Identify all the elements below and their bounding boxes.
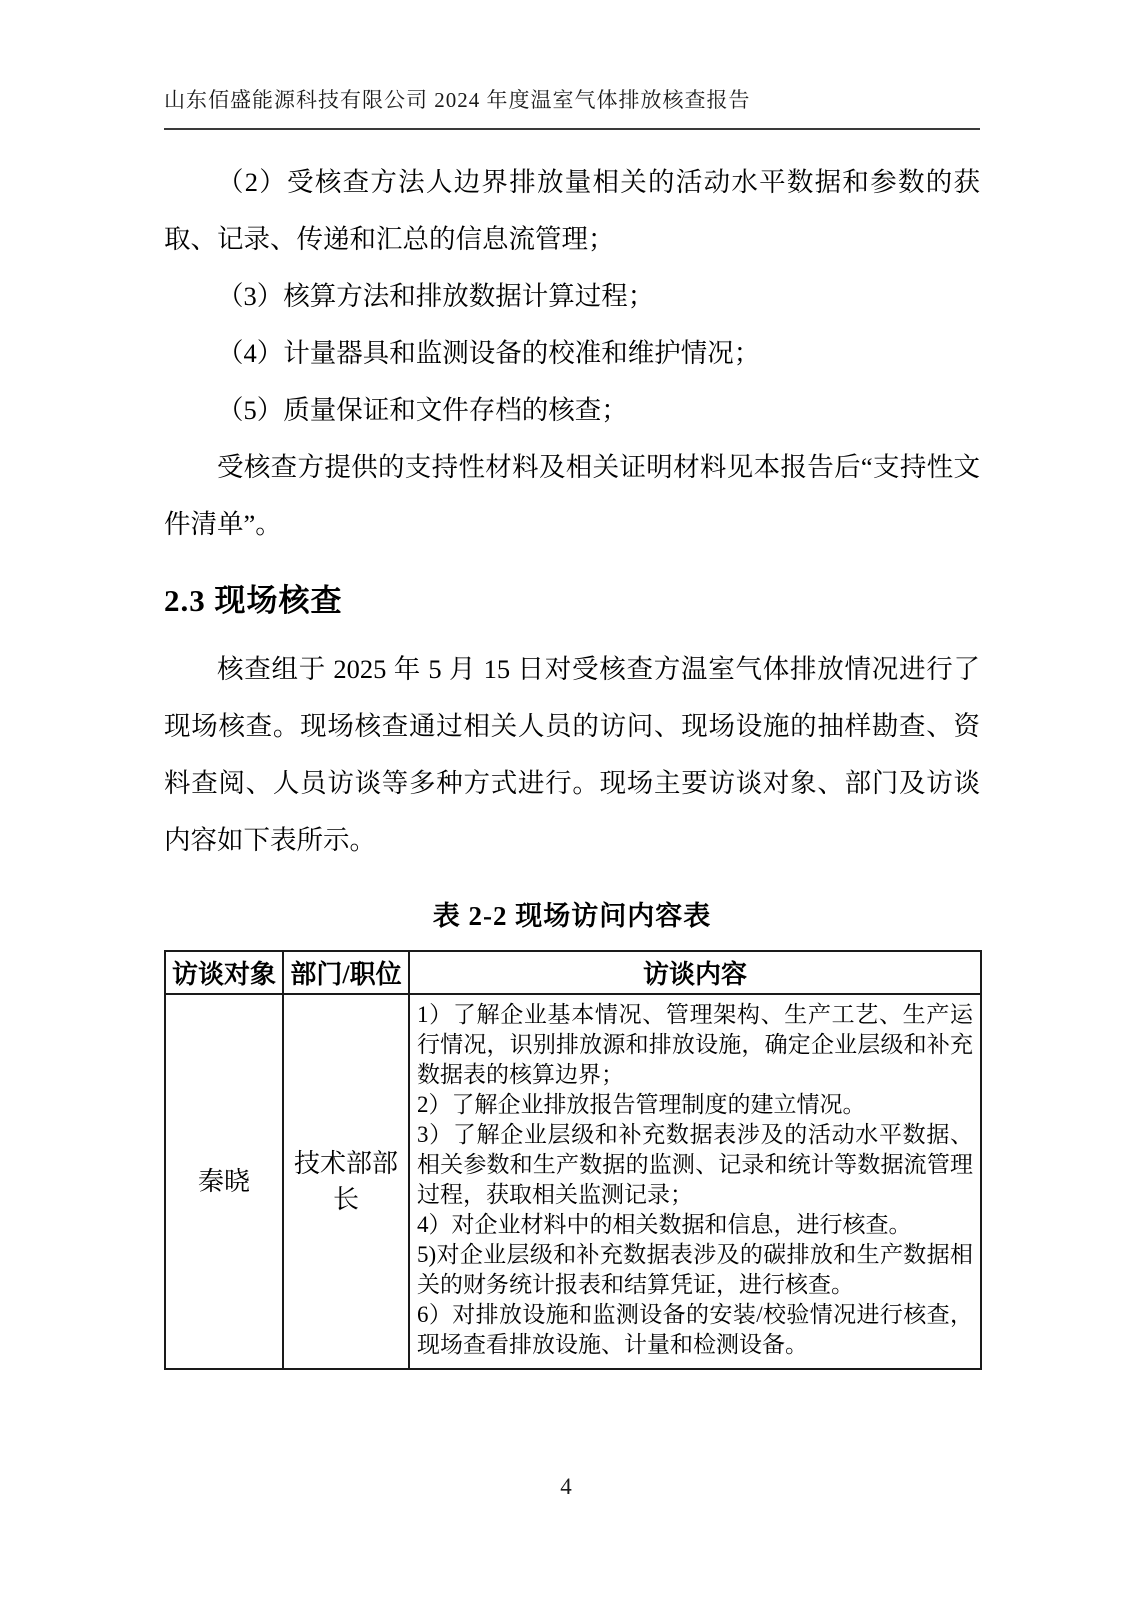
interviewee-cell: 秦晓 [165,994,283,1369]
content-item-2: 2）了解企业排放报告管理制度的建立情况。 [417,1092,866,1117]
column-header-content: 访谈内容 [409,951,981,994]
supporting-materials-paragraph: 受核查方提供的支持性材料及相关证明材料见本报告后“支持性文件清单”。 [164,452,980,539]
column-header-interviewee: 访谈对象 [165,951,283,994]
table-header-row [165,951,981,994]
interview-table [164,950,982,1370]
numbered-list-block [164,154,980,553]
list-item-5: （5）质量保证和文件存档的核查； [217,395,628,425]
list-item-3: （3）核算方法和排放数据计算过程； [217,281,655,311]
list-item-2: （2）受核查方法人边界排放量相关的活动水平数据和参数的获取、记录、传递和汇总的信息流管理； [164,167,980,254]
page-number: 4 [560,1474,572,1499]
list-item-4: （4）计量器具和监测设备的校准和维护情况； [217,338,761,368]
content-item-4: 4）对企业材料中的相关数据和信息，进行核查。 [417,1212,912,1237]
content-item-6: 6）对排放设施和监测设备的安装/校验情况进行核查，现场查看排放设施、计量和检测设备。 [417,1302,973,1357]
department-cell: 技术部部长 [283,994,409,1369]
section-heading-2-3: 2.3 现场核查 [164,583,343,618]
interview-content-cell [409,994,981,1369]
content-item-3: 3）了解企业层级和补充数据表涉及的活动水平数据、相关参数和生产数据的监测、记录和统计等数据流管理过程，获取相关监测记录； [417,1122,973,1207]
site-visit-block [164,641,980,869]
page-content [164,154,980,1370]
table-row [165,994,981,1369]
table-2-2-title: 表 2-2 现场访问内容表 [432,901,712,931]
content-item-5: 5)对企业层级和补充数据表涉及的碳排放和生产数据相关的财务统计报表和结算凭证，进行核查。 [417,1242,973,1297]
content-item-1: 1）了解企业基本情况、管理架构、生产工艺、生产运行情况，识别排放源和排放设施，确定企业层级和补充数据表的核算边界； [417,1002,973,1087]
column-header-department: 部门/职位 [283,951,409,994]
site-visit-paragraph: 核查组于 2025 年 5 月 15 日对受核查方温室气体排放情况进行了现场核查。现场核查通过相关人员的访问、现场设施的抽样勘查、资料查阅、人员访谈等多种方式进行。现场主要访谈对象、部门及访谈内容如下表所示。 [164,654,980,855]
document-header: 山东佰盛能源科技有限公司 2024 年度温室气体排放核查报告 [164,84,980,130]
